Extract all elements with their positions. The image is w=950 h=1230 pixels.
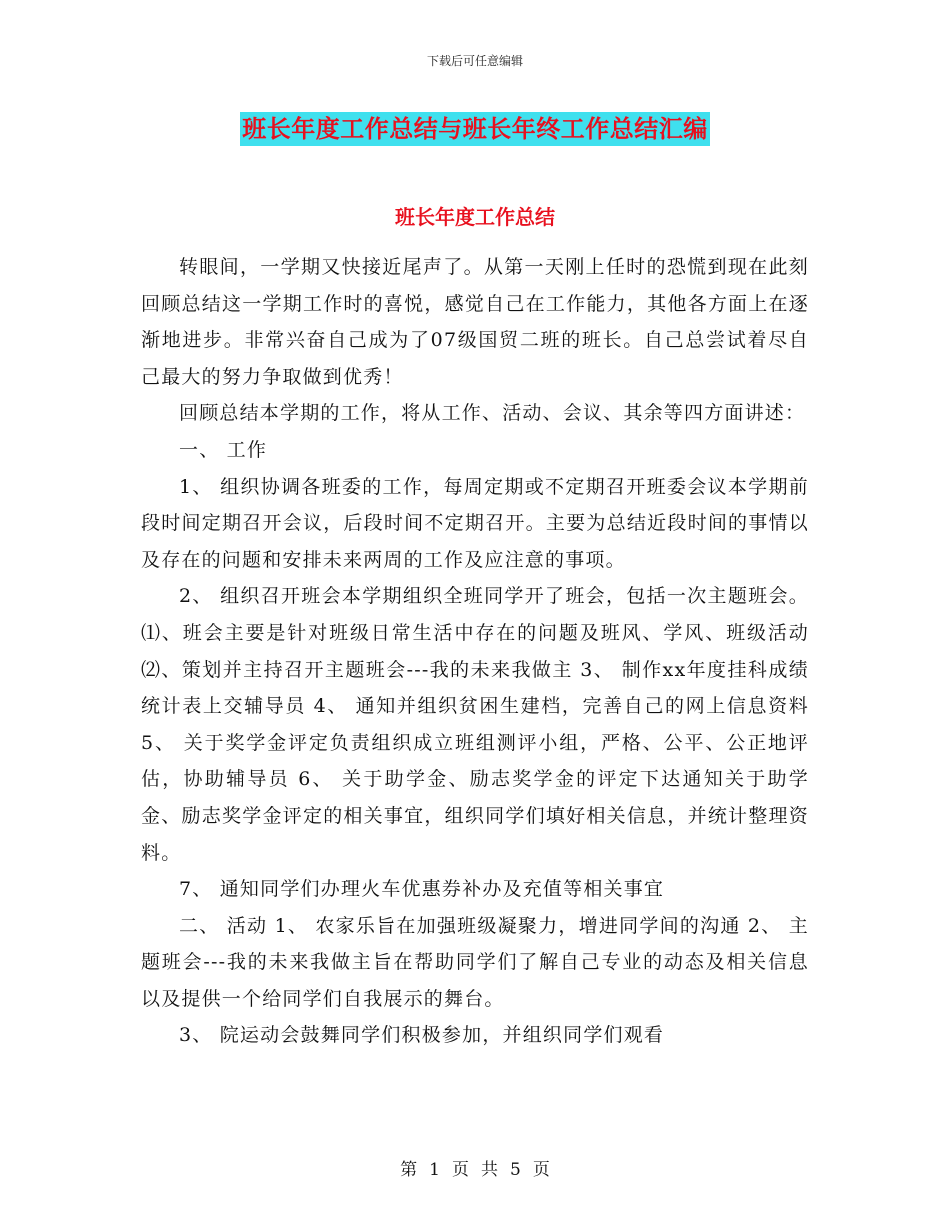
footer-label-ye-2: 页: [532, 1160, 550, 1180]
footer-label-di: 第: [400, 1160, 418, 1180]
paragraph-overview: 回顾总结本学期的工作，将从工作、活动、会议、其余等四方面讲述：: [179, 402, 806, 425]
main-title-wrap: [0, 112, 950, 146]
paragraph-activity-3: 3、 院运动会鼓舞同学们积极参加，并组织同学们观看: [179, 1024, 665, 1047]
document-main-title: 班长年度工作总结与班长年终工作总结汇编: [240, 112, 710, 146]
section-title: 班长年度工作总结: [395, 205, 555, 229]
paragraph-work-7: 7、 通知同学们办理火车优惠券补办及充值等相关事宜: [179, 878, 665, 901]
footer-page-current: 1: [429, 1160, 440, 1180]
footer-page-total: 5: [510, 1160, 521, 1180]
paragraph-work-2: 2、 组织召开班会本学期组织全班同学开了班会，包括一次主题班会。⑴、班会主要是针对班级日常生活中存在的问题及班风、学风、班级活动⑵、策划并主持召开主题班会---我的未来我做主 3、 制作xx年度挂科成绩统计表上交辅导员 4、 通知并组织贫困生建档，完善自己的网上信息资料 5、 关于奖学金评定负责组织成立班组测评小组，严格、公平、公正地评估，协助辅导员 6、 关于助学金、励志奖学金的评定下达通知关于助学金、励志奖学金评定的相关事宜，组织同学们填好相关信息，并统计整理资料。: [141, 585, 809, 864]
footer-label-ye: 页: [452, 1160, 469, 1180]
paragraph-activities: 二、 活动 1、 农家乐旨在加强班级凝聚力，增进同学间的沟通 2、 主题班会---我的未来我做主旨在帮助同学们了解自己专业的动态及相关信息以及提供一个给同学们自我展示的舞台。: [141, 914, 809, 1010]
paragraph-intro: 转眼间，一学期又快接近尾声了。从第一天刚上任时的恐慌到现在此刻回顾总结这一学期工作时的喜悦，感觉自己在工作能力，其他各方面上在逐渐地进步。非常兴奋自己成为了07级国贸二班的班长。自己总尝试着尽自己最大的努力争取做到优秀！: [141, 256, 809, 388]
footer-label-gong: 共: [481, 1160, 498, 1180]
header-note: 下载后可任意编辑: [426, 54, 523, 68]
paragraph-work-1: 1、 组织协调各班委的工作，每周定期或不定期召开班委会议本学期前段时间定期召开会议，后段时间不定期召开。主要为总结近段时间的事情以及存在的问题和安排未来两周的工作及应注意的事项。: [141, 475, 809, 571]
document-body: [141, 249, 809, 1054]
heading-work: 一、 工作: [179, 438, 268, 461]
page-footer: [0, 1155, 950, 1180]
